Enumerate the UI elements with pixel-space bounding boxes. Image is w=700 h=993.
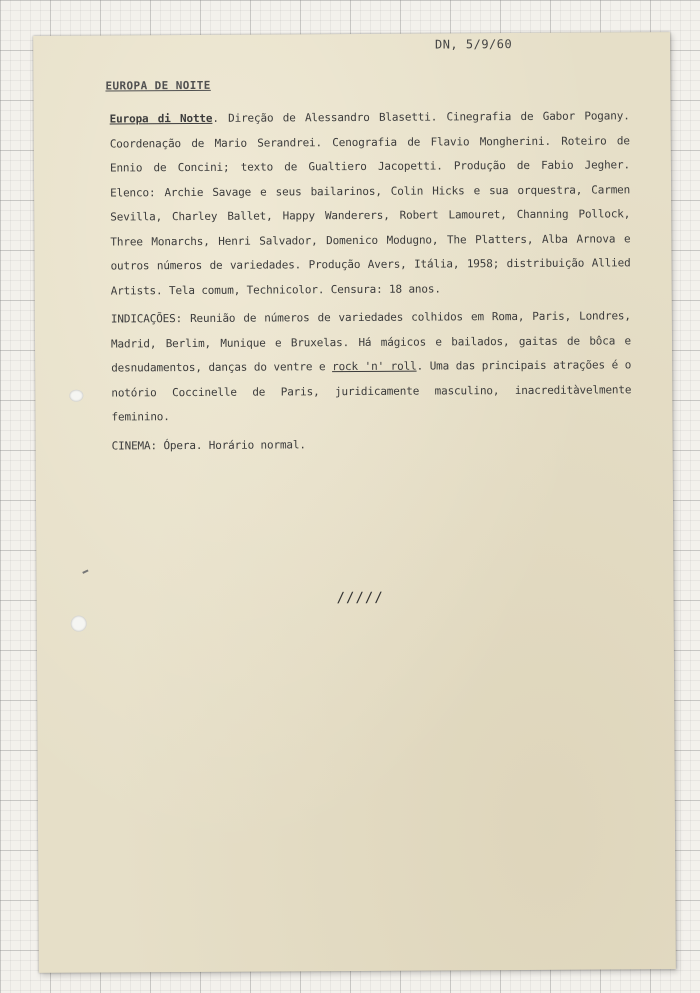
end-mark: ///// — [336, 589, 384, 607]
punch-hole — [69, 390, 83, 402]
cinema-label: CINEMA: — [111, 438, 157, 452]
indicacoes-paragraph — [111, 304, 632, 430]
original-title: Europa di Notte — [109, 111, 213, 126]
document-title: EUROPA DE NOITE — [105, 78, 211, 93]
indicacoes-label: INDICAÇÕES: — [110, 312, 183, 326]
indicacoes-underlined: rock 'n' roll — [332, 359, 417, 374]
pencil-mark — [82, 569, 88, 573]
cinema-paragraph — [112, 431, 632, 459]
punch-hole — [71, 616, 87, 632]
reference-stamp: DN, 5/9/60 — [434, 37, 513, 52]
cinema-text: Ópera. Horário normal. — [156, 437, 306, 452]
indicacoes-text-end: . Uma das principais atrações é o notório Coccinelle de Paris, juridicamente masculino, inacreditàvelmente feminino. — [111, 358, 632, 424]
indicacoes-text: Reunião de números de variedades colhidos em Roma, Paris, Londres, Madrid, Berlim, Munique e Bruxelas. Há mágicos e bailados, gaitas de bôca e desnudamentos, danças do ventre e — [110, 309, 632, 375]
document-body — [110, 104, 632, 462]
credits-text: . Direção de Alessandro Blasetti. Cinegrafia de Gabor Pogany. Coordenação de Mario Serandrei. Cenografia de Flavio Mongherini. Roteiro de Ennio de Concini; texto de Gualtiero Jacopetti. Produção de Fabio Jegher. Elenco: Archie Savage e seus bailarinos, Colin Hicks e sua orquestra, Carmen Sevilla, Charley Ballet, Happy Wanderers, Robert Lamouret, Channing Pollock, Three Monarchs, Henri Salvador, Domenico Modugno, The Platters, Alba Arnova e outros números de variedades. Produção Avers, Itália, 1958; distribuição Allied Artists. Tela comum, Technicolor. Censura: 18 anos. — [109, 109, 631, 297]
typed-sheet — [33, 32, 676, 973]
credits-paragraph — [110, 104, 631, 303]
